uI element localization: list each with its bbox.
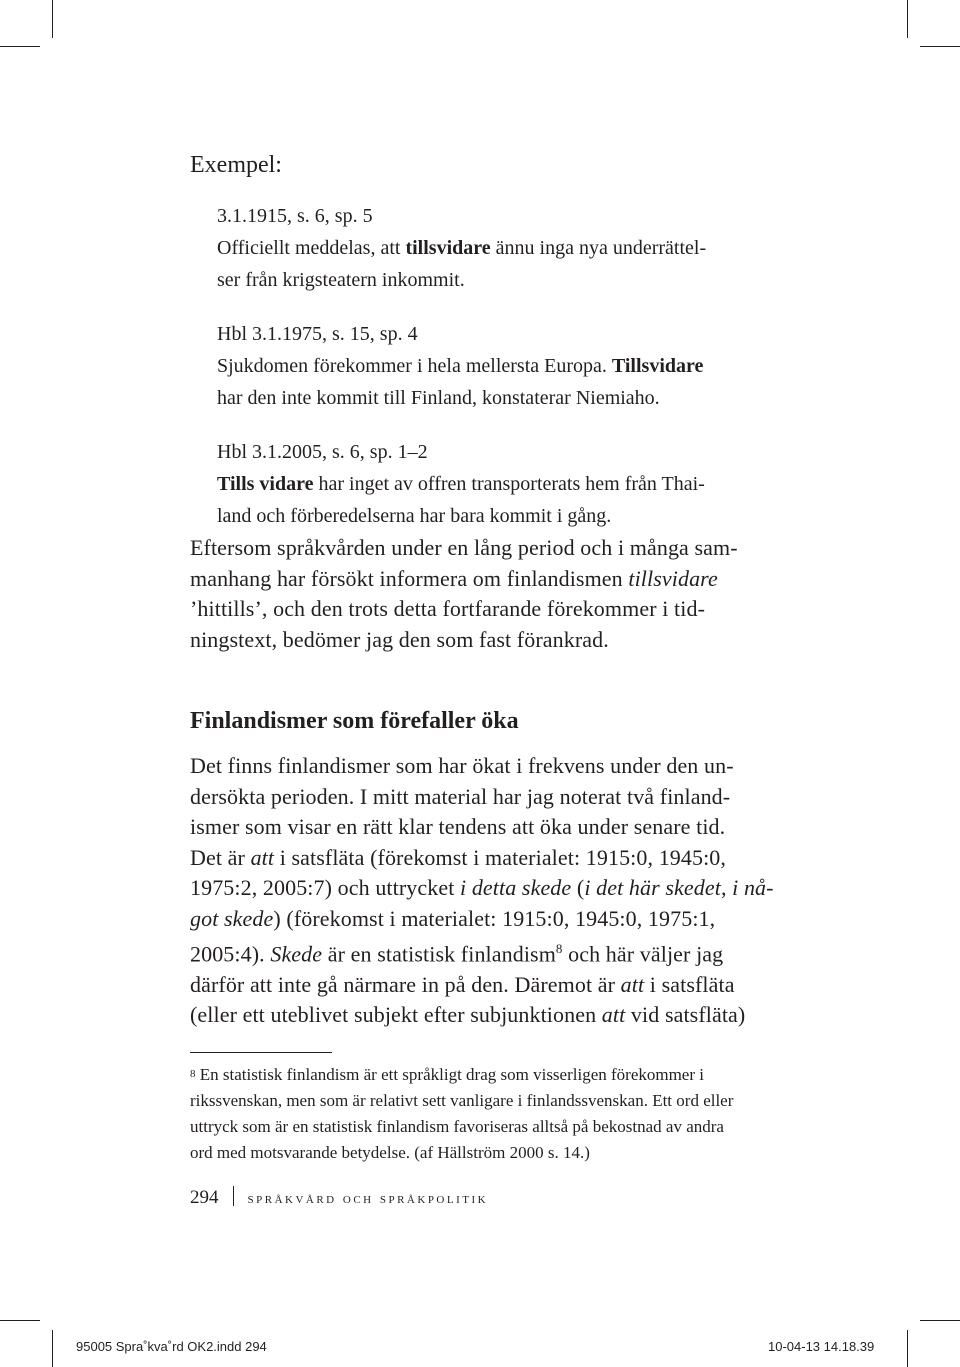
example-line: Tills vidare har inget av offren transporterats hem från Thai- <box>217 473 705 495</box>
paragraph-tillsvidare: Eftersom språkvården under en lång period och i många sam- manhang har försökt informera om finlandismen tillsvidare ’hittills’, och den trots detta fortfarande förekommer i tid- ningstext, bedömer jag den som fast förankrad. <box>190 535 738 652</box>
example-line: ser från krigsteatern inkommit. <box>217 269 465 291</box>
example-line: Sjukdomen förekommer i hela mellersta Europa. Tillsvidare <box>217 355 704 377</box>
footnote-reference: 8 <box>555 941 563 956</box>
example-line: land och förberedelserna har bara kommit i gång. <box>217 505 612 527</box>
example-1915 <box>217 200 797 296</box>
footnote-rule <box>190 1052 332 1053</box>
examples-label: Exempel: <box>190 152 282 178</box>
footnote-marker: 8 <box>190 1068 196 1080</box>
examples-block <box>217 200 797 554</box>
running-head: språkvård och språkpolitik <box>247 1191 489 1207</box>
page-footer <box>190 1186 488 1209</box>
section-heading: Finlandismer som förefaller öka <box>190 708 519 734</box>
crop-mark-top-left-vertical <box>52 0 53 38</box>
print-slug-file: 95005 Spra˚kva˚rd OK2.indd 294 <box>76 1339 267 1354</box>
example-source: Hbl 3.1.1975, s. 15, sp. 4 <box>217 323 418 345</box>
crop-mark-bottom-right-vertical <box>907 1330 908 1367</box>
crop-mark-top-right-horizontal <box>920 46 960 47</box>
crop-mark-bottom-left-vertical <box>52 1330 53 1367</box>
example-line: Officiellt meddelas, att tillsvidare ännu inga nya underrättel- <box>217 237 707 259</box>
example-source: 3.1.1915, s. 6, sp. 5 <box>217 205 373 227</box>
example-2005 <box>217 436 797 532</box>
footnote: $^8$ En statistisk finlandism är ett språkligt drag som visserligen förekommer i rikssvenskan, men som är relativt sett vanligare i finlandssvenskan. Ett ord eller uttryck som är en statistisk finlandism favoriseras alltså på bekostnad av andra ord med motsvarande betydelse. (af Hällström 2000 s. 14.) <box>190 1065 734 1162</box>
crop-mark-bottom-right-horizontal <box>920 1320 960 1321</box>
example-line: har den inte kommit till Finland, konstaterar Niemiaho. <box>217 387 660 409</box>
example-source: Hbl 3.1.2005, s. 6, sp. 1–2 <box>217 441 428 463</box>
example-1975 <box>217 318 797 414</box>
footer-divider <box>233 1186 234 1206</box>
paragraph-increasing-finlandisms: Det finns finlandismer som har ökat i frekvens under den un- dersökta perioden. I mitt material har jag noterat två finland- ismer som visar en rätt klar tendens att öka under senare tid. Det är att i satsfläta (förekomst i materialet: 1915:0, 1945:0, 1975:2, 2005:7) och uttrycket i detta skede (i det här skedet, i nå- got skede) (förekomst i materialet: 1915:0, 1945:0, 1975:1, 2005:4). Skede är en statistisk finlandism$^8$ och här väljer jag därför att inte gå närmare in på den. Däremot är att i satsfläta (eller ett uteblivet subjekt efter subjunktionen att vid satsfläta) <box>190 753 774 1028</box>
page-number: 294 <box>190 1187 219 1208</box>
crop-mark-top-right-vertical <box>907 0 908 38</box>
crop-mark-bottom-left-horizontal <box>0 1320 40 1321</box>
crop-mark-top-left-horizontal <box>0 46 40 47</box>
print-slug-timestamp: 10-04-13 14.18.39 <box>768 1339 875 1354</box>
